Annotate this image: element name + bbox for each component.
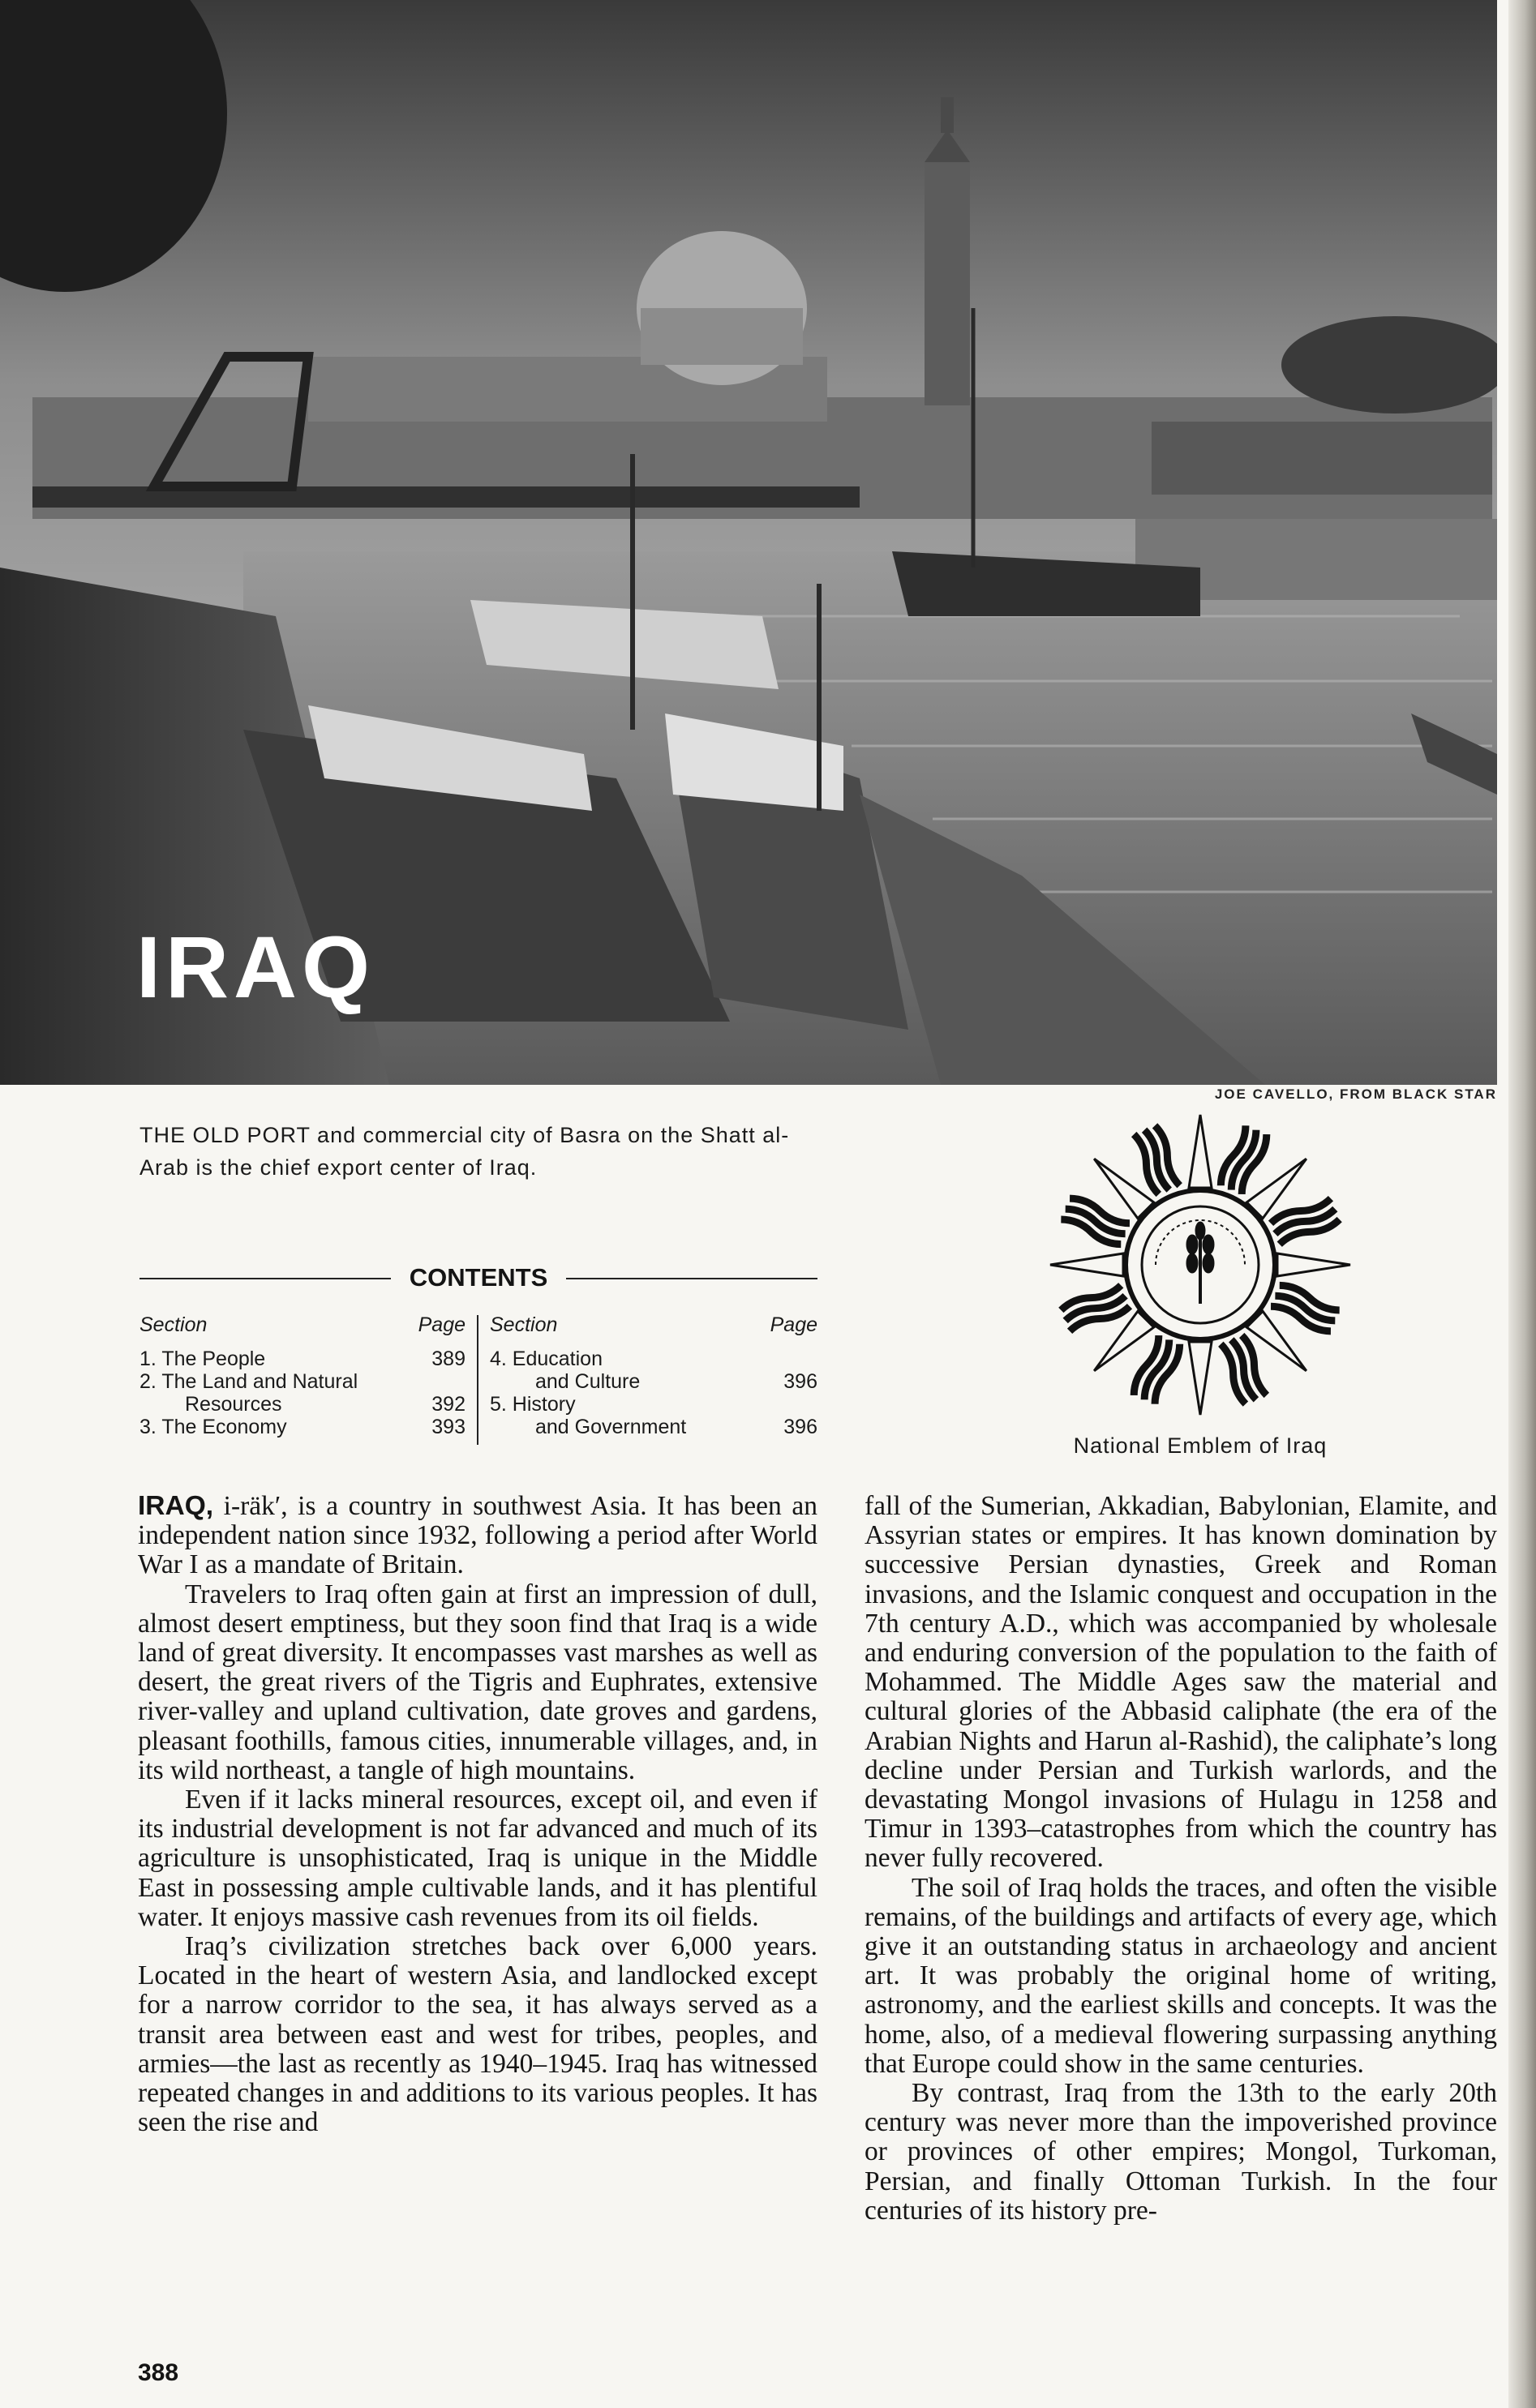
toc-entry [139,1348,466,1370]
photo-credit: JOE CAVELLO, FROM BLACK STAR [1214,1086,1497,1102]
photo-caption: THE OLD PORT and commercial city of Basra on the Shatt al-Arab is the chief export center of Iraq. [139,1123,790,1180]
emblem-ray [1269,1283,1341,1335]
emblem-ray [1277,1253,1350,1276]
page-binding-shadow [1508,0,1536,2408]
article-paragraph [138,1492,817,1580]
toc-entry-label: Resources [185,1393,282,1416]
page-number: 388 [138,2359,179,2386]
article-column-left [138,1492,817,2137]
emblem-caption: National Emblem of Iraq [1073,1433,1328,1458]
article-paragraph: Travelers to Iraq often gain at first an impression of dull, almost desert emptiness, but they soon find that Iraq is a wide land of great diversity. It encompasses vast marshes as well as desert, the great rivers of the Tigris and Euphrates, extensive river-valley and upland cultivation, date groves and gardens, pleasant foothills, famous cities, innumerable villages, and, in its wild northeast, a tangle of high mountains. [138,1579,817,1785]
toc-entry-page: 392 [431,1393,466,1416]
article-paragraph: fall of the Sumerian, Akkadian, Babylonian, Elamite, and Assyrian states or empires. It has known domination by successive Persian dynasties, Greek and Roman invasions, and the Islamic conquest and occupation in the 7th century A.D., which was accompanied by wholesale and enduring conversion of the population to the faith of Mohammed. The Middle Ages saw the material and cultural glories of the Abbasid caliphate (the era of the Arabian Nights and Harun al-Rashid), the caliphate’s long decline under Persian and Turkish warlords, and the devastating Mongol invasions of Hulagu in 1258 and Timur in 1393–catastrophes from which the country has never fully recovered. [865,1491,1497,1874]
toc-entry-page: 396 [783,1370,817,1393]
article-paragraph: Iraq’s civilization stretches back over 6,000 years. Located in the heart of western Asia, and landlocked except for a narrow corridor to the sea, it has always served as a transit area between east and west for tribes, peoples, and armies—the last as recently as 1940–1945. Iraq has witnessed repeated changes in and additions to its various peoples. It has seen the rise and [138,1931,817,2138]
toc-divider [477,1315,478,1445]
toc-entry-page: 396 [783,1416,817,1438]
contents-right-column [490,1313,817,1438]
emblem-ray [1060,1195,1131,1247]
section-label: Section [490,1313,558,1336]
toc-entry-label: 4. Education [490,1348,603,1370]
toc-entry [490,1416,817,1438]
toc-entry-page: 393 [431,1416,466,1438]
toc-entry-label: 5. History [490,1393,576,1416]
emblem-ray [1189,1115,1212,1188]
toc-entry-page: 389 [431,1348,466,1370]
toc-entry-label: 1. The People [139,1348,266,1370]
article-paragraph: The soil of Iraq holds the traces, and often the visible remains, of the buildings and artifacts of every age, which give it an outstanding status in archaeology and ancient art. It was probably the original home of writing, astronomy, and the earliest skills and concepts. It was the home, also, of a medieval flowering surpassing anything that Europe could show in the same centuries. [865,1872,1497,2079]
article-paragraph: By contrast, Iraq from the 13th to the early 20th century was never more than the impoverished province or provinces of other empires; Mongol, Turkoman, Persian, and finally Ottoman Turkish. In the four centuries of its history pre- [865,2078,1497,2226]
page-label: Page [770,1313,817,1336]
toc-entry [490,1348,817,1370]
toc-entry [490,1393,817,1416]
toc-entry [139,1393,466,1416]
article-lead-word: IRAQ, [138,1491,214,1521]
emblem-ray [1218,1334,1270,1405]
toc-entry [139,1370,466,1393]
toc-entry-label: 2. The Land and Natural [139,1370,358,1393]
section-label: Section [139,1313,208,1336]
emblem-ray [1050,1253,1123,1276]
article-paragraph: Even if it lacks mineral resources, except oil, and even if its industrial development is not far advanced and much of its agriculture is unsophisticated, Iraq is unique in the Middle East in possessing ample cultivable lands, and it has plentiful water. It enjoys massive cash revenues from its oil fields. [138,1785,817,1932]
article-column-right [865,1492,1497,2226]
contents-left-column [139,1313,466,1438]
toc-entry-label: 3. The Economy [139,1416,287,1438]
emblem-ray [1060,1283,1131,1335]
article-lead-text: i-räk′, is a country in southwest Asia. It has been an independent nation since 1932, following a period after World War I as a mandate of Britain. [138,1491,817,1580]
toc-entry-label: and Government [535,1416,687,1438]
basra-port-photo [0,0,1497,1085]
toc-entry [139,1416,466,1438]
page-label: Page [418,1313,466,1336]
photo-title: IRAQ [136,918,375,1016]
toc-entry [490,1370,817,1393]
emblem-ray [1189,1342,1212,1415]
emblem-ray [1131,1334,1182,1405]
emblem-ray [1131,1125,1182,1196]
emblem-ray [1269,1195,1341,1247]
contents-heading: CONTENTS [139,1262,817,1294]
emblem-ray [1218,1125,1270,1196]
toc-entry-label: and Culture [535,1370,641,1393]
national-emblem [1046,1111,1354,1419]
